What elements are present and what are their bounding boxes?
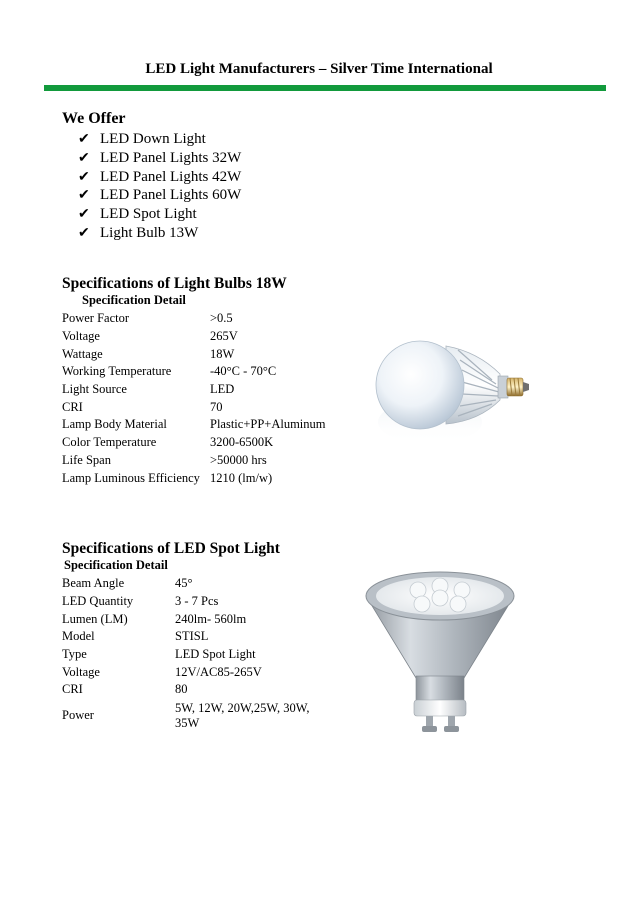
list-item — [78, 149, 241, 168]
spec-key: Lamp Luminous Efficiency — [62, 470, 200, 485]
bulb-specs-subheading: Specification Detail — [82, 293, 186, 307]
spec-value: Plastic+PP+Aluminum — [210, 417, 326, 432]
offer-item-label: LED Spot Light — [100, 206, 197, 223]
spec-key: CRI — [62, 399, 83, 414]
check-icon: ✔ — [78, 169, 90, 185]
spec-key: Wattage — [62, 346, 103, 361]
list-item — [78, 168, 241, 187]
table-row — [62, 610, 325, 628]
spec-value: 70 — [210, 399, 223, 414]
spec-value: 18W — [210, 346, 235, 361]
spec-value: LED — [210, 382, 235, 397]
spec-value: 80 — [175, 682, 188, 697]
led-spot-light-image — [360, 566, 520, 736]
offer-heading: We Offer — [62, 110, 126, 127]
table-row — [62, 646, 325, 664]
check-icon: ✔ — [78, 150, 90, 166]
table-row — [62, 628, 325, 646]
spec-key: Voltage — [62, 664, 100, 679]
spec-value: STISL — [175, 629, 209, 644]
spec-key: Model — [62, 629, 95, 644]
spot-specs-heading: Specifications of LED Spot Light — [62, 540, 280, 557]
spec-value: 1210 (lm/w) — [210, 470, 273, 485]
spec-value: 240lm- 560lm — [175, 611, 247, 626]
spec-key: Life Span — [62, 452, 111, 467]
list-item — [78, 186, 241, 205]
table-row — [62, 345, 326, 363]
check-icon: ✔ — [78, 207, 90, 223]
table-row — [62, 310, 326, 328]
bulb-spec-table — [62, 310, 326, 487]
bulb-specs-heading: Specifications of Light Bulbs 18W — [62, 275, 287, 292]
page-title: LED Light Manufacturers – Silver Time International — [145, 61, 493, 77]
spec-value: 3200-6500K — [210, 435, 274, 450]
spec-value: -40°C - 70°C — [210, 364, 277, 379]
table-row — [62, 469, 326, 487]
list-item — [78, 205, 241, 224]
list-item — [78, 130, 241, 149]
spec-value: 5W, 12W, 20W,25W, 30W, 35W — [175, 700, 310, 730]
spec-value: 12V/AC85-265V — [175, 664, 262, 679]
table-row — [62, 452, 326, 470]
table-row — [62, 398, 326, 416]
check-icon: ✔ — [78, 225, 90, 241]
list-item — [78, 224, 241, 243]
offer-item-label: LED Down Light — [100, 131, 206, 147]
spec-key: Color Temperature — [62, 435, 157, 450]
spec-key: Type — [62, 647, 87, 662]
spec-key: Light Source — [62, 382, 127, 397]
offer-item-label: LED Panel Lights 32W — [100, 149, 242, 166]
spec-key: Power Factor — [62, 311, 129, 326]
table-row — [62, 416, 326, 434]
check-icon: ✔ — [78, 132, 90, 147]
spec-value: >0.5 — [210, 311, 233, 326]
spec-key: LED Quantity — [62, 594, 134, 609]
table-row — [62, 699, 325, 733]
spec-key: Lumen (LM) — [62, 611, 128, 626]
spec-key: CRI — [62, 682, 83, 697]
spec-key: Voltage — [62, 329, 100, 344]
table-row — [62, 663, 325, 681]
spot-specs-subheading: Specification Detail — [64, 558, 168, 572]
table-row — [62, 328, 326, 346]
spot-spec-table — [62, 575, 325, 733]
spec-key: Power — [62, 708, 94, 723]
spec-value: LED Spot Light — [175, 647, 256, 662]
spec-value: 3 - 7 Pcs — [175, 594, 219, 609]
spec-key: Beam Angle — [62, 576, 125, 591]
table-row — [62, 593, 325, 611]
offer-list — [78, 130, 241, 243]
table-row — [62, 681, 325, 699]
table-row — [62, 434, 326, 452]
spec-key: Lamp Body Material — [62, 417, 167, 432]
table-row — [62, 381, 326, 399]
offer-item-label: LED Panel Lights 60W — [100, 187, 242, 204]
table-row — [62, 575, 325, 593]
led-light-bulb-image — [368, 312, 538, 452]
spec-value: 45° — [175, 576, 193, 591]
table-row — [62, 363, 326, 381]
offer-item-label: Light Bulb 13W — [100, 224, 199, 241]
check-icon: ✔ — [78, 188, 90, 204]
offer-item-label: LED Panel Lights 42W — [100, 168, 242, 185]
header-divider — [44, 85, 606, 91]
spec-value: 265V — [210, 329, 238, 344]
spec-value: >50000 hrs — [210, 452, 267, 467]
spec-key: Working Temperature — [62, 364, 172, 379]
